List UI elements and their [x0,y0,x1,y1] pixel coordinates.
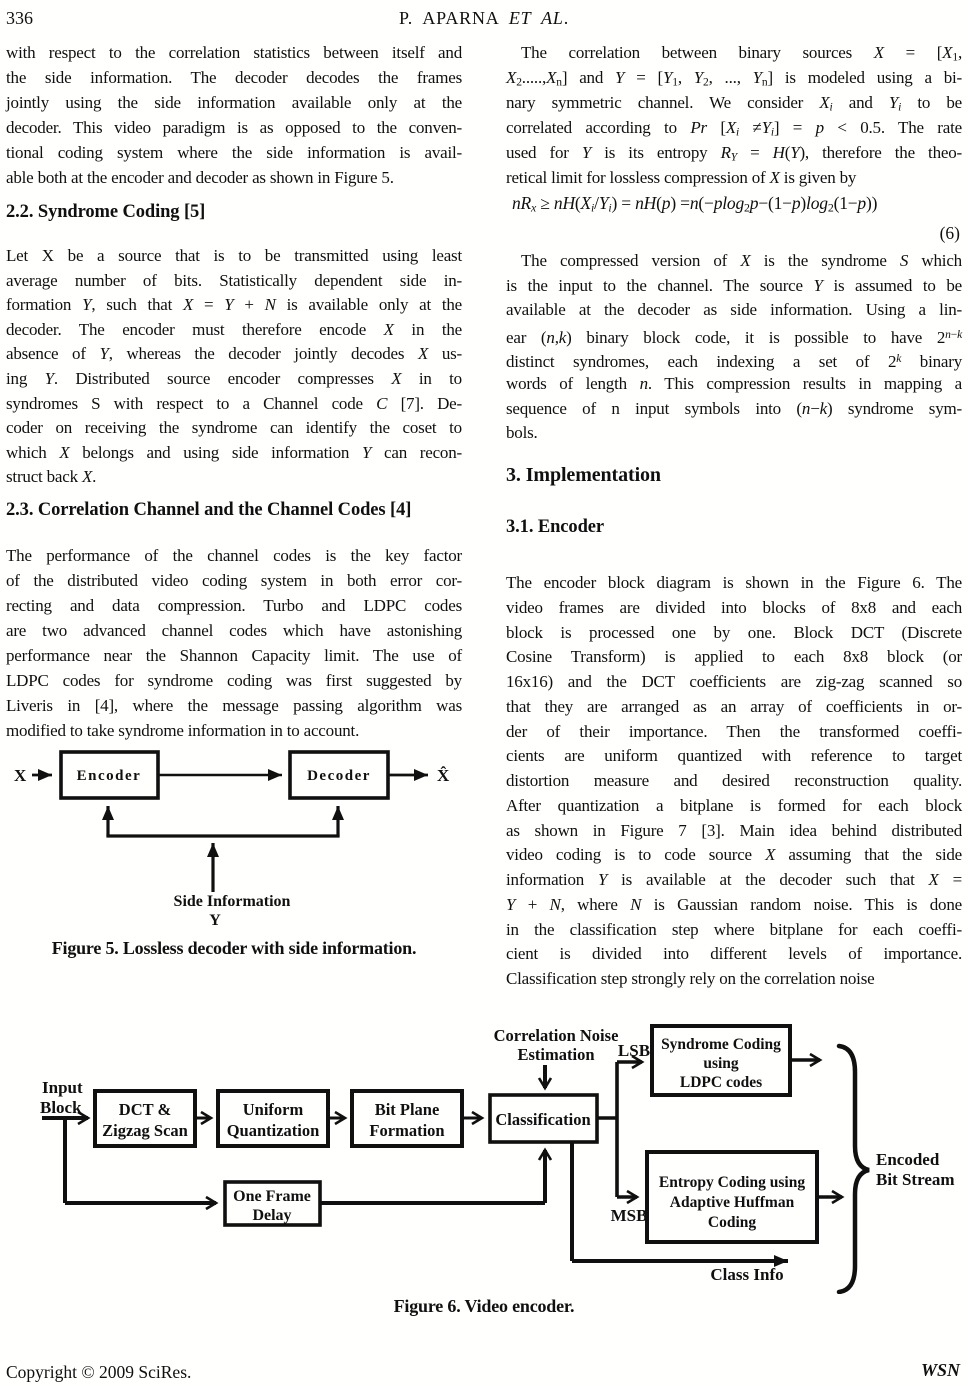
text-line: ing Y. Distributed source encoder compresses X in to [6,368,462,388]
text-line: recting and data compression. Turbo and LDPC codes [6,596,462,615]
text-line: der of their importance. Then the transformed coeffi- [506,721,962,741]
text-line: Liveris in [4], where the message passing algorithm was [6,696,462,715]
section-heading-2-2: 2.2. Syndrome Coding [5] [6,202,206,222]
text-line: distinct syndromes, each indexing a set of 2$^k$ binary [506,352,963,372]
fig6-msb-label: MSB [610,1206,648,1225]
text-line: is the input to the channel. The source Y is assumed to be [506,275,962,295]
fig6-dct-label-line2: Zigzag Scan [102,1121,188,1140]
paragraph-intro [6,40,462,190]
text-line: 16x16) and the DCT coefficients are zig-zag scanned so [506,672,962,691]
text-line: video coding is to code source X assuming that the side [506,845,962,865]
fig6-classification-label: Classification [495,1110,591,1129]
text-line: Cosine Transform) is applied to each 8x8 block (or [506,647,962,667]
text-line: able both at the encoder and decoder as shown in Figure 5. [6,168,394,187]
fig6-encoded-label-line2: Bit Stream [876,1170,955,1189]
fig6-quant-label-line1: Uniform [242,1100,304,1119]
fig6-entropy-label-line3: Coding [707,1214,757,1231]
text-line: jointly using the side information available only at the [6,93,462,112]
text-line: ear (n,k) binary block code, it is possible to have $2^{n-k}$ [506,327,962,347]
section-heading-2-3: 2.3. Correlation Channel and the Channel Codes [4] [6,500,412,520]
running-title: P. APARNA ET AL. [398,8,570,28]
page-number: 336 [6,8,33,28]
text-line: words of length n. This compression results in mapping a [506,373,962,393]
section-heading-3-1: 3.1. Encoder [506,517,604,537]
text-line: used for Y is its entropy $R_Y = H(Y)$, therefore the theo- [506,143,962,164]
text-line: tional coding system where the side information is avail- [6,143,462,162]
fig6-entropy-label-line1: Entropy Coding using [658,1174,806,1191]
text-line: modified to take syndrome information in to account. [6,721,360,740]
text-line: The performance of the channel codes is the key factor [6,546,462,565]
paragraph-binary-sources [506,40,962,190]
fig6-brace [839,1046,869,1292]
text-line: with respect to the correlation statistics between itself and [6,43,462,62]
text-line: cient is divided into different levels of importance. [506,944,962,964]
text-line: Classification step strongly rely on the correlation noise [506,969,875,988]
figure5-diagram [6,746,462,938]
fig6-lsb-label: LSB [617,1041,651,1060]
text-line: as shown in Figure 7 [3]. Main idea behind distributed [506,820,962,840]
text-line: The compressed version of X is the syndrome S which [521,251,962,270]
text-line: struct back X. [6,467,97,487]
fig6-delay-label-line1: One Frame [233,1188,311,1205]
text-line: information Y is available at the decoder such that X = [506,870,962,889]
figure6-diagram [0,1018,968,1294]
fig6-dct-label-line1: DCT & [118,1100,172,1119]
text-line: Y + N, where N is Gaussian random noise. This is done [506,894,962,914]
copyright-notice: Copyright © 2009 SciRes. [6,1362,192,1382]
text-line: average number of bits. Statistically dependent side in- [6,270,462,290]
text-line: LDPC codes for syndrome coding was first suggested by [6,671,462,690]
equation-6: $nR_x \ge nH(X_i/Y_i) = nH(p) =n(-plog_2p-(1-p)\log_2(1-p))$ [512,193,878,215]
text-line: correlated according to Pr $[X_i \ne Y_i] = p < 0.5$. The rate [506,118,962,139]
text-line: bols. [506,423,538,443]
text-line: nary symmetric channel. We consider $X_i$ and $Y_i$ to be [506,93,963,114]
text-line: formation Y, such that X = Y + N is available only at the [6,295,462,315]
text-line: decoder. This video paradigm is as opposed to the conven- [6,118,462,137]
fig5-sideinfo-label: Side Information [173,893,291,910]
paragraph-syndrome-coding [6,244,462,490]
fig5-x-label: X [14,766,27,785]
fig5-decoder-label: Decoder [307,768,371,784]
fig6-corrnoise-label-line2: Estimation [517,1045,595,1064]
fig6-syndrome-label-line1: Syndrome Coding [661,1036,781,1053]
text-line: of the distributed video coding system in both error cor- [6,571,462,590]
figure6-caption: Figure 6. Video encoder. [393,1296,575,1316]
text-line: are two advanced channel codes which have astonishing [6,621,462,640]
text-line: $X_2.....,X_n$] and $Y = [Y_1$, $Y_2$, ..., $Y_n$] is modeled using a bi- [506,68,962,89]
fig6-input-label-line2: Block [40,1098,82,1117]
fig6-bitplane-label-line1: Bit Plane [374,1100,440,1119]
section-heading-3: 3. Implementation [506,464,661,486]
text-line: syndromes S with respect to a Channel code C [7]. De- [6,393,462,413]
text-line: which X belongs and using side information Y can recon- [6,442,462,462]
text-line: absence of Y, whereas the decoder jointly decodes X us- [6,344,462,364]
text-line: The correlation between binary sources $X = [X_1$, [521,43,962,64]
text-line: video frames are divided into blocks of 8x8 and each [506,597,962,617]
text-line: retical limit for lossless compression of X is given by [506,168,857,187]
fig6-quant-label-line2: Quantization [226,1121,320,1140]
paragraph-encoder-description [506,571,962,992]
fig6-corrnoise-label-line1: Correlation Noise [493,1026,619,1045]
fig6-encoded-label-line1: Encoded [876,1150,940,1169]
fig6-delay-label-line2: Delay [252,1207,292,1224]
text-line: the side information. The decoder decodes the frames [6,68,462,87]
fig5-sideinfo-y-label: Y [209,912,221,929]
text-line: sequence of n input symbols into (n−k) syndrome sym- [506,398,962,418]
figure5-caption: Figure 5. Lossless decoder with side information. [51,938,417,958]
text-line: cients are uniform quantized with reference to target [506,746,962,766]
text-line: coder on receiving the syndrome can identify the coset to [6,418,462,438]
fig6-syndrome-label-line2: using [703,1055,739,1072]
fig6-entropy-label-line2: Adaptive Huffman [669,1194,795,1211]
text-line: Let X be a source that is to be transmitted using least [6,246,462,265]
text-line: block is processed one by one. Block DCT (Discrete [506,622,962,642]
equation-6-number: (6) [939,223,960,243]
fig6-syndrome-label-line3: LDPC codes [679,1074,763,1091]
text-line: that they are arranged as an array of coefficients in or- [506,696,962,716]
fig6-classinfo-label: Class Info [710,1265,784,1284]
paragraph-compressed-version [506,249,962,446]
fig6-input-label-line1: Input [42,1078,83,1097]
text-line: decoder. The encoder must therefore encode X in the [6,319,462,339]
text-line: After quantization a bitplane is formed for each block [506,795,962,815]
paragraph-correlation-channel [6,543,462,743]
text-line: available at the decoder as side information. Using a lin- [506,300,962,320]
journal-abbreviation: WSN [920,1360,960,1380]
text-line: distortion measure and desired reconstruction quality. [506,771,962,790]
fig5-encoder-label: Encoder [76,768,142,784]
text-line: The encoder block diagram is shown in the Figure 6. The [506,573,962,592]
fig5-xhat-label: X̂ [437,766,450,785]
fig6-bitplane-label-line2: Formation [369,1121,445,1140]
text-line: performance near the Shannon Capacity limit. The use of [6,646,462,665]
text-line: in the classification step where bitplane for each coeffi- [506,919,962,939]
